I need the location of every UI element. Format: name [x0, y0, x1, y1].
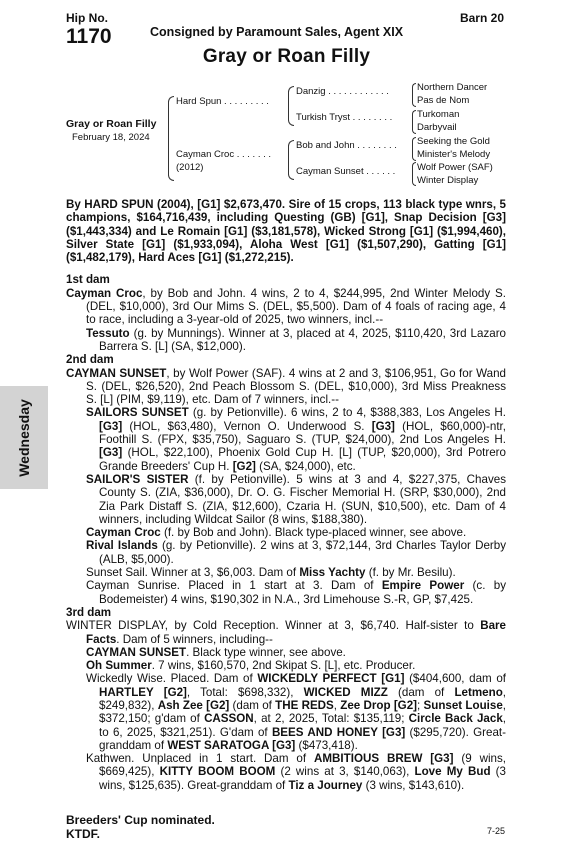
hip-number: 1170	[66, 25, 112, 48]
section-heading: 1st dam	[66, 273, 110, 287]
pedigree-brace	[412, 162, 416, 186]
pedigree-sd-row: Turkish Tryst . . . . . . . .	[296, 112, 393, 123]
produce-record: SAILORS SUNSET (g. by Petionville). 6 wins, 2 to 4, $388,383, Los Angeles H. [G3] (HOL, $63,480), Vernon O. Underwood S. [G3] (HOL, $60,000)-ntr, Foothill S. (FPX, $35,750), Saguaro S. (TUP, $24,000), 2nd Los Angeles H. [G3] (HOL, $22,100), Phoenix Gold Cup H. [L] (TUP, $20,000), 3rd Potrero Grande Breeders' Cup H. [G2] (SA, $24,000), etc.	[86, 406, 507, 473]
produce-record: Wickedly Wise. Placed. Dam of WICKEDLY PERFECT [G1] ($404,600, dam of HARTLEY [G2], Total: $698,332), WICKED MIZZ (dam of Letmeno, $249,832), Ash Zee [G2] (dam of THE REDS, Zee Drop [G2]; Sunset Louise, $372,150; g'dam of CASSON, at 2, 2025, Total: $135,119; Circle Back Jack, to 6, 2025, $321,251). G'dam of BEES AND HONEY [G3] ($295,720). Great-granddam of WEST SARATOGA [G3] ($473,418).	[86, 672, 507, 752]
produce-record: Kathwen. Unplaced in 1 start. Dam of AMBITIOUS BREW [G3] (9 wins, $669,425), KITTY BOOM BOOM (2 wins at 3, $140,063), Love My Bud (3 wins, $125,635). Great-granddam of Tiz a Journey (3 wins, $143,610).	[86, 752, 507, 792]
pedigree-dd: Cayman Sunset	[296, 166, 364, 177]
pedigree-dds: Wolf Power (SAF)	[417, 162, 493, 173]
pedigree-dsd: Minister's Melody	[417, 149, 491, 160]
pedigree-ss: Danzig	[296, 86, 326, 97]
produce-record: Oh Summer. 7 wins, $160,570, 2nd Skipat S. [L], etc. Producer.	[86, 659, 416, 673]
produce-record: Tessuto (g. by Munnings). Winner at 3, placed at 4, 2025, $110,420, 3rd Lazaro Barrera S. [L] (SA, $12,000).	[86, 326, 506, 353]
third-dam-paragraph: WINTER DISPLAY, by Cold Reception. Winner at 3, $6,740. Half-sister to Bare Facts. Dam of 5 winners, including--	[66, 619, 506, 646]
pedigree-brace	[288, 140, 294, 180]
footer-notes	[66, 813, 215, 841]
sire-paragraph: By HARD SPUN (2004), [G1] $2,673,470. Sire of 15 crops, 113 black type wnrs, 5 champions, $164,716,439, including Questing (GB) [G1], Snap Decision [G3] ($1,443,334) and Le Romain [G1] ($3,181,578), Wicked Strong [G1] ($1,994,460), Silver State [G1] ($1,933,094), Aloha West [G1] ($1,507,290), Gatting [G1] ($1,482,179), Hard Aces [G1] ($1,272,215).	[66, 198, 506, 265]
second-dam-paragraph: CAYMAN SUNSET, by Wolf Power (SAF). 4 wins at 2 and 3, $106,951, Go for Wand S. (DEL, $26,520), 2nd Peach Blossom S. (DEL, $10,000), 3rd Miss Preakness S. [L] (PIM, $9,119), etc. Dam of 7 winners, incl.--	[66, 366, 506, 407]
pedigree-dob: February 18, 2024	[72, 132, 150, 143]
pedigree-brace	[412, 110, 416, 134]
catalogue-body	[66, 198, 506, 792]
pedigree-ds: Bob and John	[296, 140, 355, 151]
page-code: 7-25	[486, 826, 505, 836]
pedigree-sdd: Darbyvail	[417, 122, 457, 133]
section-heading: 3rd dam	[66, 605, 112, 619]
day-tab-label: Wednesday	[16, 398, 32, 477]
pedigree-dam-row: Cayman Croc . . . . . . .	[176, 149, 272, 160]
pedigree-dam: Cayman Croc	[176, 149, 235, 160]
pedigree-ds-row: Bob and John . . . . . . . .	[296, 140, 397, 151]
pedigree-brace	[412, 83, 416, 107]
ktdf-note: KTDF.	[66, 827, 100, 841]
breeders-cup-note: Breeders' Cup nominated.	[66, 813, 215, 827]
pedigree-sds: Turkoman	[417, 109, 460, 120]
page-title: Gray or Roan Filly	[202, 46, 371, 67]
pedigree-brace	[412, 137, 416, 161]
pedigree-dss: Seeking the Gold	[417, 136, 490, 147]
pedigree-dam-year: (2012)	[176, 162, 204, 173]
pedigree-brace	[168, 96, 174, 181]
pedigree-ss-row: Danzig . . . . . . . . . . . .	[296, 86, 389, 97]
pedigree-ddd: Winter Display	[417, 175, 479, 186]
day-tab	[0, 386, 48, 489]
produce-record: Rival Islands (g. by Petionville). 2 wins at 3, $72,144, 3rd Charles Taylor Derby (ALB, $5,000).	[86, 539, 506, 566]
pedigree-subject: Gray or Roan Filly	[66, 118, 157, 130]
barn-number: Barn 20	[459, 11, 504, 25]
pedigree-sd: Turkish Tryst	[296, 112, 351, 123]
pedigree-sire-row: Hard Spun . . . . . . . . .	[176, 96, 269, 107]
pedigree-brace	[288, 86, 294, 126]
produce-record: SAILOR'S SISTER (f. by Petionville). 5 wins at 3 and 4, $227,375, Chaves County S. (ZIA, $36,000), Dr. O. G. Fischer Memorial H. (SRP, $30,000), 2nd Zia Park Distaff S. (ZIA, $12,600), Czaria H. (SUN, $10,500), etc. Dam of 4 winners, including Wildcat Sailor (8 wins, $188,380).	[86, 472, 506, 526]
first-dam-paragraph: Cayman Croc, by Bob and John. 4 wins, 2 to 4, $244,995, 2nd Winter Melody S. (DEL, $10,000), 3rd Our Mims S. (DEL, $5,500). Dam of 4 foals of racing age, 4 to race, including a 3-year-old of 2025, two winners, incl.--	[66, 286, 506, 327]
produce-record: CAYMAN SUNSET. Black type winner, see above.	[86, 645, 346, 659]
pedigree-sire: Hard Spun	[176, 96, 222, 107]
produce-record: Cayman Croc (f. by Bob and John). Black type-placed winner, see above.	[86, 526, 467, 540]
pedigree-ssd: Pas de Nom	[417, 95, 470, 106]
pedigree-sss: Northern Dancer	[417, 82, 488, 93]
consignor: Consigned by Paramount Sales, Agent XIX	[150, 25, 404, 39]
section-heading: 2nd dam	[66, 353, 114, 367]
pedigree-dd-row: Cayman Sunset . . . . . .	[296, 166, 396, 177]
produce-record: Sunset Sail. Winner at 3, $6,003. Dam of Miss Yachty (f. by Mr. Besilu).	[86, 566, 456, 580]
hip-label: Hip No.	[66, 11, 108, 25]
produce-record: Cayman Sunrise. Placed in 1 start at 3. Dam of Empire Power (c. by Bodemeister) 4 wins, $190,302 in N.A., 3rd Limehouse S.-R, GP, $7,425.	[86, 579, 506, 606]
